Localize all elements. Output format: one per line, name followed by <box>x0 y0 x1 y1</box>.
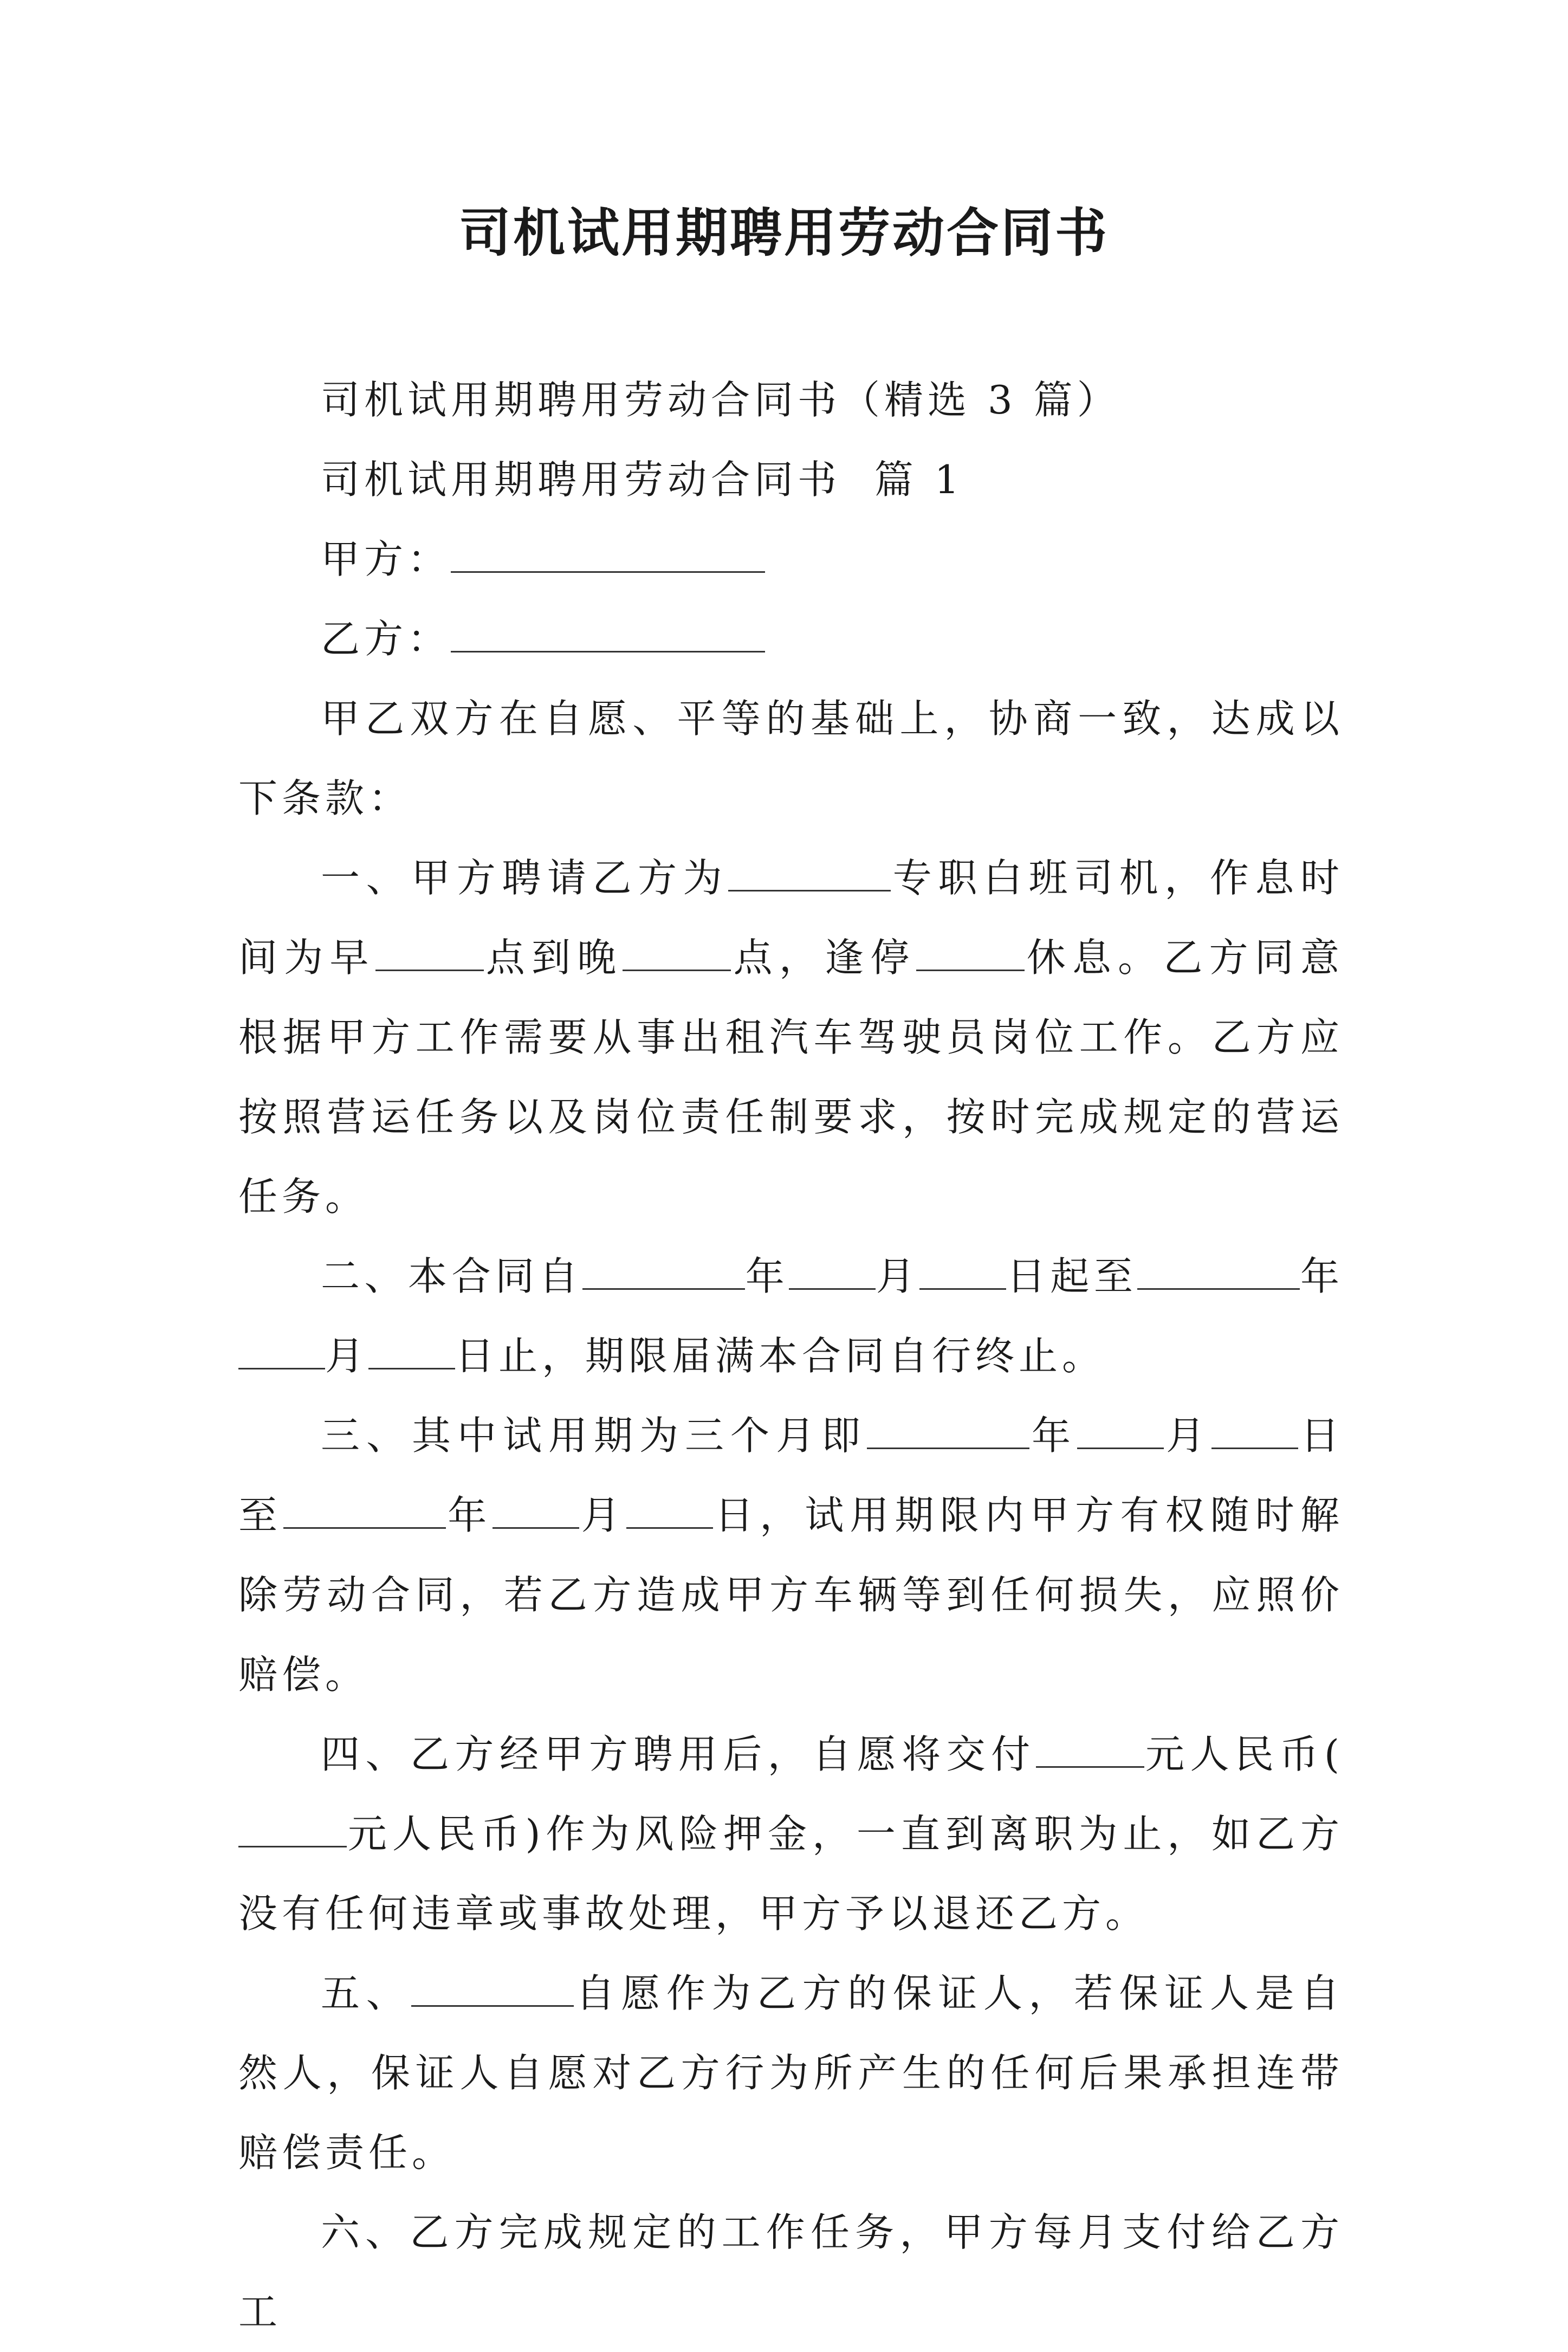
party-b-blank <box>451 618 765 652</box>
subtitle-text: 司机试用期聘用劳动合同书（精选 3 篇） <box>321 377 1120 423</box>
clause1-text-4: 点，逢停 <box>731 935 916 980</box>
clause4-text-2: 元人民币( <box>1144 1731 1344 1777</box>
clause2-blank-end-month <box>238 1335 325 1369</box>
clause3-blank-end-year <box>283 1495 446 1529</box>
clause2-text-5: 年 <box>1300 1253 1344 1299</box>
party-a-label: 甲方： <box>321 537 451 582</box>
clause4-text-1: 四、乙方经甲方聘用后，自愿将交付 <box>321 1731 1036 1777</box>
clause3-text-1: 三、其中试用期为三个月即 <box>321 1413 867 1458</box>
clause3-text-3: 月 <box>1163 1413 1211 1458</box>
party-b-line <box>238 599 1344 679</box>
document-subtitle <box>238 360 1344 440</box>
clause5-blank-guarantor <box>411 1973 574 2007</box>
clause1-blank-employer <box>728 857 891 891</box>
party-b-label: 乙方： <box>321 616 451 662</box>
clause1-text-3: 点到晚 <box>483 935 623 980</box>
party-a-blank <box>451 539 765 573</box>
party-a-line <box>238 520 1344 599</box>
clause2-text-3: 月 <box>876 1253 920 1299</box>
clause4-blank-amount-capital <box>238 1813 347 1847</box>
clause3-blank-start-month <box>1077 1415 1164 1449</box>
clause-6 <box>238 2193 1344 2352</box>
clause2-blank-start-day <box>919 1256 1006 1290</box>
intro-text: 甲乙双方在自愿、平等的基础上，协商一致，达成以下条款： <box>238 696 1344 821</box>
clause2-text-6: 月 <box>325 1333 369 1379</box>
clause-5 <box>238 1954 1344 2193</box>
clause1-text-2: 专职白班司机，作息时间为早 <box>238 855 1344 980</box>
section-heading-text: 司机试用期聘用劳动合同书 篇 1 <box>321 457 964 502</box>
clause1-blank-rest-day <box>916 937 1025 971</box>
clause1-text-5: 休息。乙方同意根据甲方工作需要从事出租汽车驾驶员岗位工作。乙方应按照营运任务以及岗位责任制要求，按时完成规定的营运任务。 <box>238 935 1344 1219</box>
clause3-text-6: 月 <box>579 1492 626 1538</box>
clause5-text-1: 五、 <box>321 1970 412 2016</box>
clause1-blank-start-hour <box>375 937 484 971</box>
clause-1 <box>238 838 1344 1237</box>
clause3-blank-end-day <box>626 1495 713 1529</box>
clause3-text-7: 日，试用期限内甲方有权随时解除劳动合同，若乙方造成甲方车辆等到任何损失，应照价赔偿。 <box>238 1492 1344 1697</box>
document-body <box>238 360 1344 2352</box>
document-title: 司机试用期聘用劳动合同书 <box>459 203 1109 263</box>
clause-4 <box>238 1715 1344 1954</box>
clause2-text-7: 日止，期限届满本合同自行终止。 <box>455 1333 1106 1379</box>
clause-3 <box>238 1396 1344 1715</box>
section-heading <box>238 440 1344 520</box>
clause4-text-3: 元人民币)作为风险押金，一直到离职为止，如乙方没有任何违章或事故处理，甲方予以退还乙方。 <box>238 1811 1344 1936</box>
clause1-text-1: 一、甲方聘请乙方为 <box>321 855 729 901</box>
clause2-text-2: 年 <box>745 1253 789 1299</box>
clause6-text-1: 六、乙方完成规定的工作任务，甲方每月支付给乙方工 <box>238 2209 1344 2335</box>
clause3-blank-start-year <box>867 1415 1029 1449</box>
clause2-blank-start-month <box>789 1256 876 1290</box>
clause3-text-2: 年 <box>1029 1413 1077 1458</box>
clause2-blank-start-year <box>582 1256 745 1290</box>
clause3-blank-start-day <box>1211 1415 1298 1449</box>
clause2-blank-end-day <box>368 1335 455 1369</box>
clause2-blank-end-year <box>1137 1256 1300 1290</box>
clause-2 <box>238 1237 1344 1396</box>
clause5-text-2: 自愿作为乙方的保证人，若保证人是自然人，保证人自愿对乙方行为所产生的任何后果承担连带赔偿责任。 <box>238 1970 1344 2175</box>
clause3-text-5: 年 <box>446 1492 493 1538</box>
clause4-blank-amount <box>1036 1734 1144 1768</box>
clause3-text-4: 日至 <box>238 1413 1344 1538</box>
clause2-text-4: 日起至 <box>1006 1253 1138 1299</box>
clause3-blank-end-month <box>493 1495 579 1529</box>
clause1-blank-end-hour <box>623 937 731 971</box>
intro-paragraph <box>238 679 1344 838</box>
clause2-text-1: 二、本合同自 <box>321 1253 583 1299</box>
